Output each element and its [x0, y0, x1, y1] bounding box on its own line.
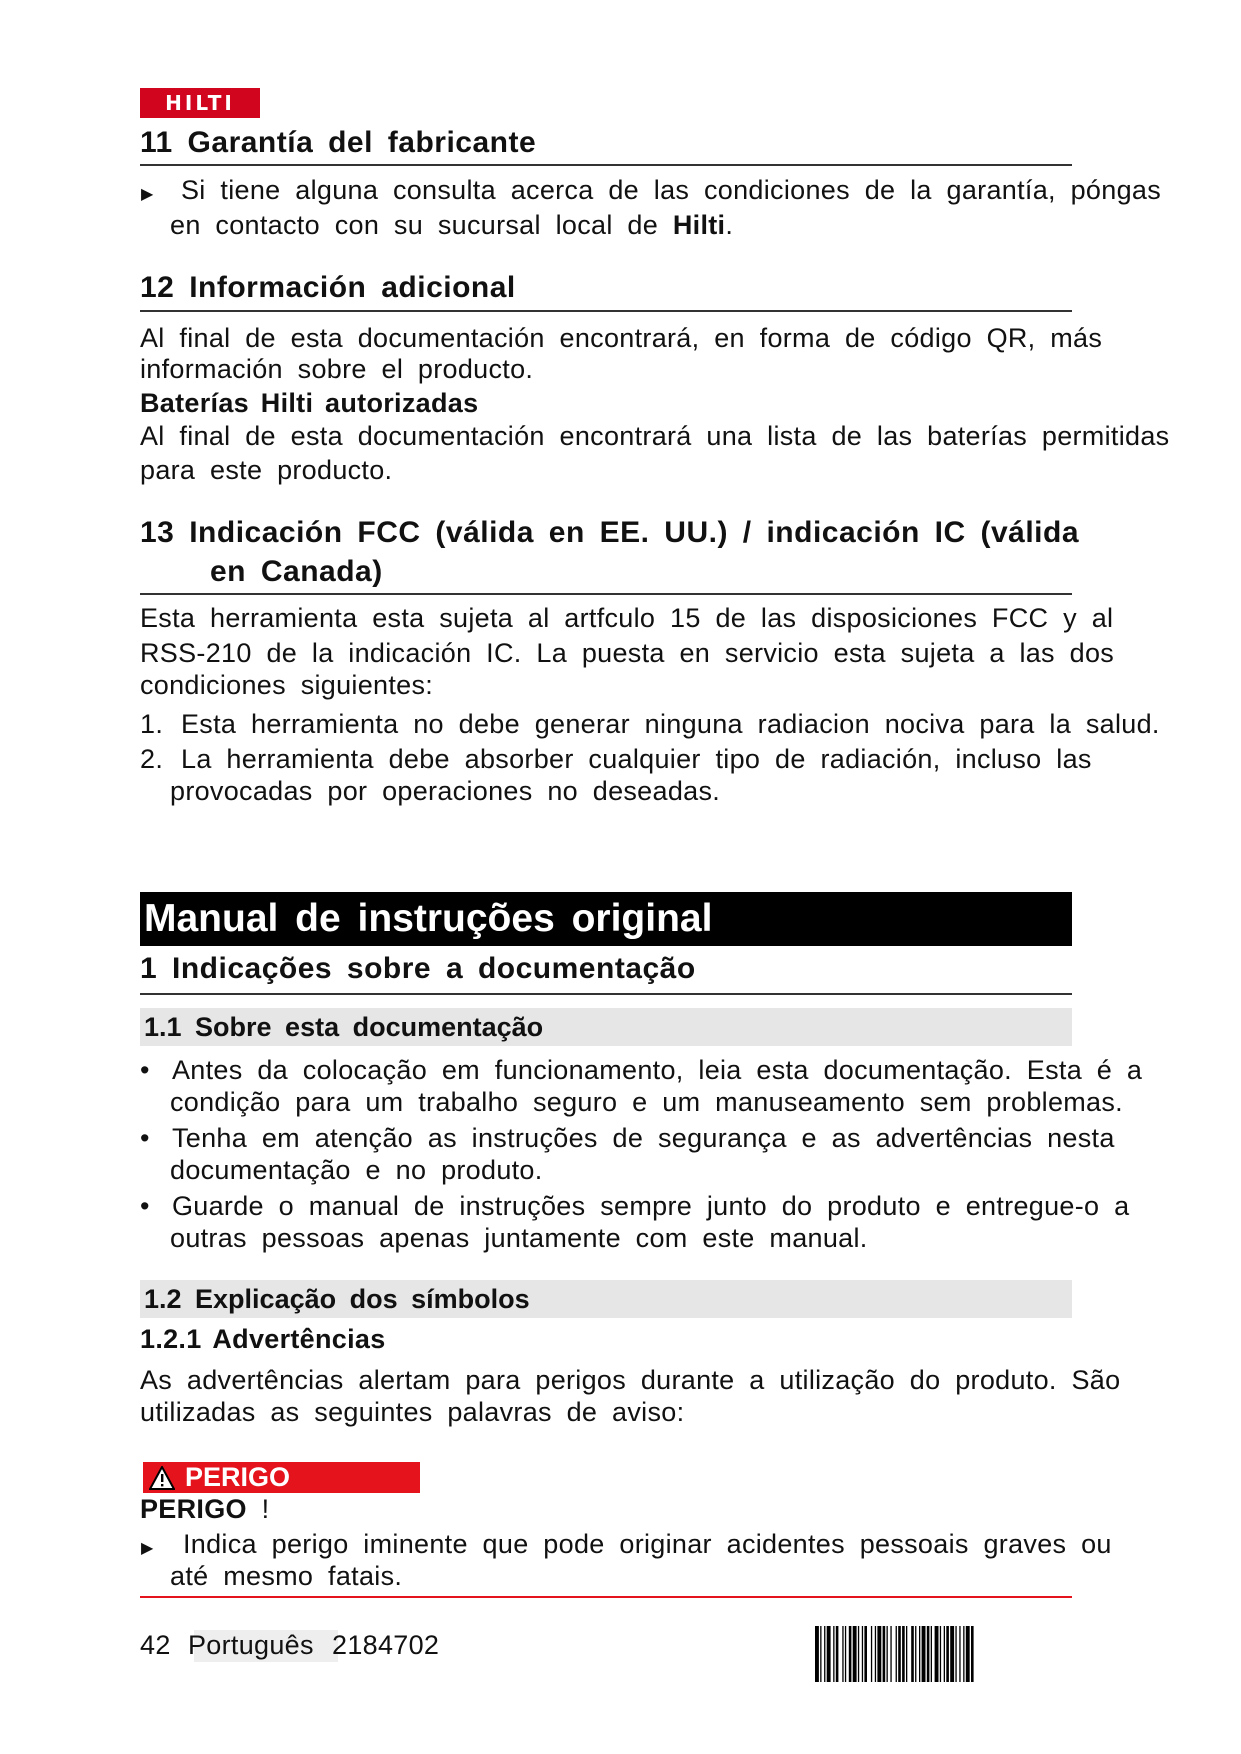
pt-warnings-line2: utilizadas as seguintes palavras de aviso: [140, 1397, 685, 1427]
bullet-arrow-icon: ▶ [141, 1540, 154, 1557]
sec13-item2-line2: provocadas por operaciones no deseadas. [170, 776, 721, 806]
danger-end-rule [140, 1596, 1072, 1598]
sec13-para-line1: Esta herramienta esta sujeta al artfculo 15 de las disposiciones FCC y al [140, 603, 1114, 633]
pt-section-1-1-title: 1.1 Sobre esta documentação [140, 1008, 1072, 1046]
sec11-bullet-line2: en contacto con su sucursal local de Hilti. [170, 210, 734, 240]
barcode-icon [815, 1626, 1071, 1682]
pt-bullet3-line1: Guarde o manual de instruções sempre junto do produto e entregue-o a [172, 1191, 1130, 1221]
danger-label-text: PERIGO [185, 1462, 291, 1492]
manual-banner: Manual de instruções original [140, 892, 1072, 946]
hilti-logo: HILTI [140, 88, 260, 118]
section-11-rule [140, 164, 1072, 166]
bullet-dot-icon: • [140, 1191, 150, 1221]
pt-bullet3-line2: outras pessoas apenas juntamente com este manual. [170, 1223, 868, 1253]
pt-section-1-title: 1 Indicações sobre a documentação [140, 952, 696, 985]
sec12-para2-line1: Al final de esta documentación encontrará una lista de las baterías permitidas [140, 421, 1170, 451]
sec13-item2-number: 2. [140, 744, 164, 774]
sec12-para1-line1: Al final de esta documentación encontrará, en forma de código QR, más [140, 323, 1103, 353]
footer-doc-number: 2184702 [332, 1630, 440, 1660]
danger-label-bar [143, 1462, 420, 1493]
pt-bullet2-line2: documentação e no produto. [170, 1155, 543, 1185]
sec12-para2-line2: para este producto. [140, 455, 393, 485]
section-13-rule [140, 593, 1072, 595]
hilti-brand-text: Hilti [672, 210, 726, 240]
pt-warnings-line1: As advertências alertam para perigos durante a utilização do produto. São [140, 1365, 1121, 1395]
section-13-title-line2: en Canada) [210, 555, 383, 588]
section-12-rule [140, 310, 1072, 312]
pt-section-1-2-title: 1.2 Explicação dos símbolos [140, 1280, 1072, 1318]
sec13-item1-number: 1. [140, 709, 164, 739]
bullet-dot-icon: • [140, 1055, 150, 1085]
pt-bullet2-line1: Tenha em atenção as instruções de segurança e as advertências nesta [172, 1123, 1115, 1153]
footer-language: Português [188, 1630, 314, 1660]
section-12-title: 12 Información adicional [140, 271, 516, 304]
section-11-title: 11 Garantía del fabricante [140, 126, 537, 159]
pt-section-1-rule [140, 993, 1072, 995]
pt-bullet1-line1: Antes da colocação em funcionamento, leia esta documentação. Esta é a [172, 1055, 1143, 1085]
sec13-item2-line1: La herramienta debe absorber cualquier tipo de radiación, incluso las [181, 744, 1092, 774]
sec12-para1-line2: información sobre el producto. [140, 354, 534, 384]
sec12-subheading: Baterías Hilti autorizadas [140, 388, 479, 418]
danger-heading: PERIGO ! [140, 1494, 270, 1524]
warning-triangle-icon [149, 1466, 175, 1490]
pt-section-1-2-1-title: 1.2.1 Advertências [140, 1324, 386, 1354]
section-13-title-line1: 13 Indicación FCC (válida en EE. UU.) / indicación IC (válida [140, 516, 1080, 549]
danger-text-line1: Indica perigo iminente que pode originar acidentes pessoais graves ou [183, 1529, 1112, 1559]
danger-text-line2: até mesmo fatais. [170, 1561, 403, 1591]
sec11-bullet-line1: Si tiene alguna consulta acerca de las condiciones de la garantía, póngas [181, 175, 1161, 205]
sec13-item1-text: Esta herramienta no debe generar ninguna radiacion nociva para la salud. [181, 709, 1160, 739]
sec13-para-line3: condiciones siguientes: [140, 670, 434, 700]
footer-page-number: 42 [140, 1630, 171, 1660]
bullet-arrow-icon: ▶ [141, 186, 154, 203]
sec13-para-line2: RSS-210 de la indicación IC. La puesta en servicio esta sujeta a las dos [140, 638, 1115, 668]
pt-bullet1-line2: condição para um trabalho seguro e um manuseamento sem problemas. [170, 1087, 1123, 1117]
bullet-dot-icon: • [140, 1123, 150, 1153]
